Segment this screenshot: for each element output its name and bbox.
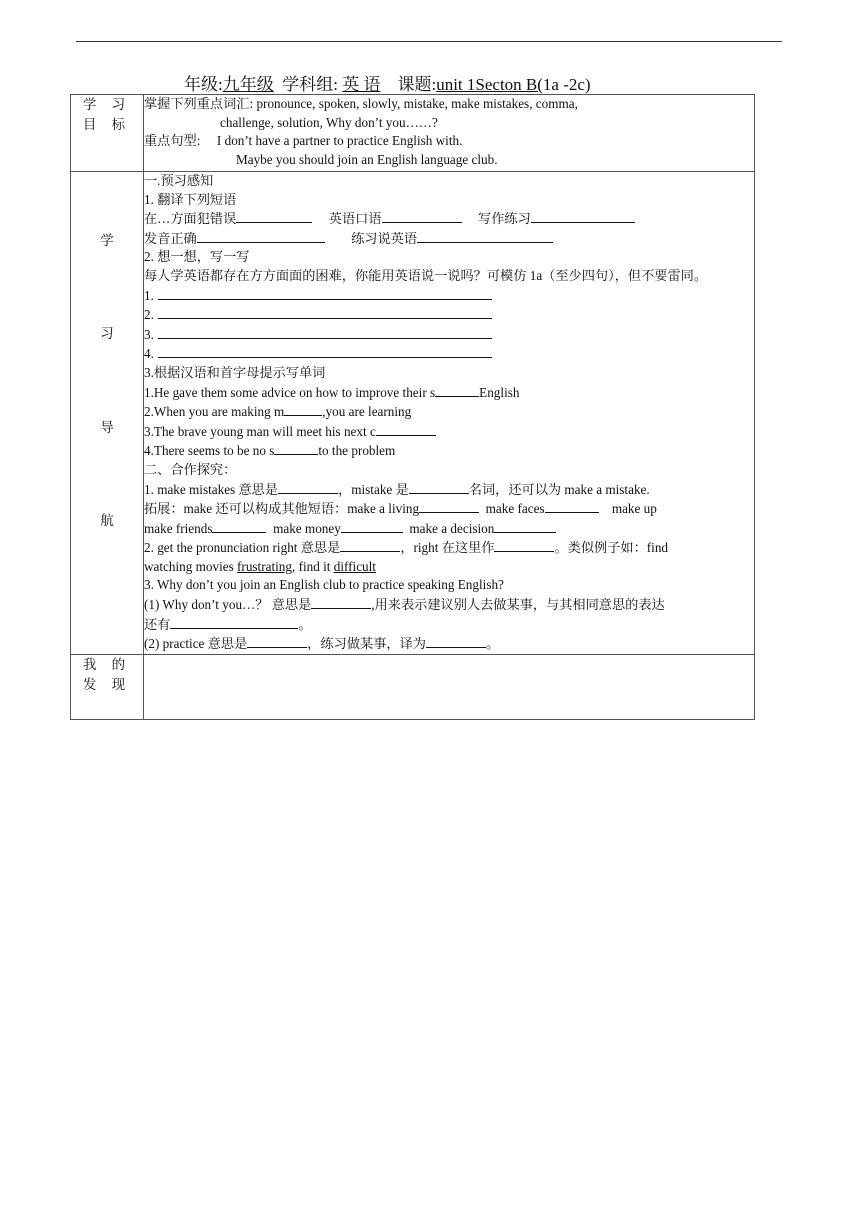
findings-row xyxy=(71,654,755,719)
blank-field[interactable] xyxy=(197,229,325,243)
blank-field[interactable] xyxy=(341,519,403,533)
subject-value: 英 语 xyxy=(342,75,381,94)
grade-label: 年级: xyxy=(184,75,223,94)
blank-field[interactable] xyxy=(376,422,436,436)
blank-field[interactable] xyxy=(494,519,556,533)
header-rule xyxy=(76,41,782,42)
grade-value: 九年级 xyxy=(222,75,274,94)
blank-field[interactable] xyxy=(382,209,462,223)
phrase-row-1: 在…方面犯错误 英语口语 写作练习 xyxy=(144,209,754,229)
blank-field[interactable] xyxy=(212,519,266,533)
blank-field[interactable] xyxy=(340,538,400,552)
answer-field[interactable] xyxy=(158,344,492,358)
findings-label: 我 的 发 现 xyxy=(71,654,144,719)
blank-field[interactable] xyxy=(236,209,312,223)
blank-field[interactable] xyxy=(170,615,298,629)
coop-item-2: 2. get the pronunciation right 意思是 ，right 在这里作 。类似例子如：find xyxy=(144,540,669,556)
worksheet-table xyxy=(70,94,755,720)
preview-heading: 一.预习感知 xyxy=(144,173,214,188)
coop-item-1-ext: 拓展：make 还可以构成其他短语：make a living make faces make up xyxy=(144,501,657,517)
subject-label: 学科组: xyxy=(282,75,338,94)
goals-row xyxy=(71,95,755,172)
answer-line: 2. xyxy=(144,305,754,325)
s3-question-1: 1.He gave them some advice on how to improve their s English xyxy=(144,384,520,400)
blank-field[interactable] xyxy=(545,499,599,513)
coop-item-3-title: 3. Why don’t you join an English club to practice speaking English? xyxy=(144,577,504,593)
section2-title: 2. 想一想，写一写 xyxy=(144,249,250,265)
section2-text: 每人学英语都存在方方面面的困难，你能用英语说一说吗？可模仿 1a（至少四句），但不要雷同。 xyxy=(144,267,708,283)
blank-field[interactable] xyxy=(435,383,479,397)
topic-value: unit 1Secton B( xyxy=(436,75,543,94)
s3-question-3: 3.The brave young man will meet his next c xyxy=(144,422,754,442)
blank-field[interactable] xyxy=(311,595,371,609)
section1-title: 1. 翻译下列短语 xyxy=(144,191,237,207)
blank-field[interactable] xyxy=(247,634,307,648)
coop-item-2-example: watching movies frustrating, find it difficult xyxy=(144,558,376,574)
phrase-row-2: 发音正确 练习说英语 xyxy=(144,229,754,249)
blank-field[interactable] xyxy=(417,229,553,243)
coop-item-1: 1. make mistakes 意思是 ，mistake 是 名词，还可以为 make a mistake. xyxy=(144,481,650,497)
blank-field[interactable] xyxy=(274,441,318,455)
topic-label: 课题: xyxy=(397,75,437,94)
s3-question-2: 2.When you are making m ,you are learning xyxy=(144,404,412,420)
pattern-line-2: Maybe you should join an English language club. xyxy=(236,151,498,167)
guide-label: 学 习 导 航 xyxy=(71,172,144,655)
blank-field[interactable] xyxy=(409,480,469,494)
pattern-line-1: 重点句型: I don’t have a partner to practice English with. xyxy=(144,133,463,149)
answer-line: 3. xyxy=(144,325,754,345)
blank-field[interactable] xyxy=(494,538,554,552)
coop-heading: 二、合作探究： xyxy=(144,461,237,477)
answer-field[interactable] xyxy=(158,325,492,339)
s3-question-4: 4.There seems to be no s to the problem xyxy=(144,443,396,459)
vocab-line-2: challenge, solution, Why don’t you……? xyxy=(220,114,438,130)
coop-item-3-1: (1) Why don’t you…？ 意思是 ,用来表示建议别人去做某事，与其相同意思的表达 xyxy=(144,597,665,613)
section3-title: 3.根据汉语和首字母提示写单词 xyxy=(144,364,326,380)
coop-item-1-ext2: make friends make money make a decision xyxy=(144,519,754,539)
answer-field[interactable] xyxy=(158,305,492,319)
blank-field[interactable] xyxy=(531,209,635,223)
topic-tail: 1a -2c) xyxy=(542,75,591,94)
blank-field[interactable] xyxy=(419,499,479,513)
blank-field[interactable] xyxy=(278,480,338,494)
coop-item-3-2: (2) practice 意思是 ，练习做某事，译为 。 xyxy=(144,636,500,652)
goals-label: 学 习 目 标 xyxy=(71,95,144,172)
worksheet-title xyxy=(184,70,591,95)
answer-line: 4. xyxy=(144,344,754,364)
answer-field[interactable] xyxy=(158,286,492,300)
goals-content xyxy=(144,95,755,172)
findings-content[interactable] xyxy=(144,654,755,719)
blank-field[interactable] xyxy=(284,402,322,416)
guide-content xyxy=(144,172,755,655)
coop-item-3-1b: 还有 。 xyxy=(144,616,312,632)
blank-field[interactable] xyxy=(426,634,486,648)
answer-line: 1. xyxy=(144,286,754,306)
guide-row xyxy=(71,172,755,655)
vocab-line-1: 掌握下列重点词汇: pronounce, spoken, slowly, mistake, make mistakes, comma, xyxy=(144,96,578,111)
